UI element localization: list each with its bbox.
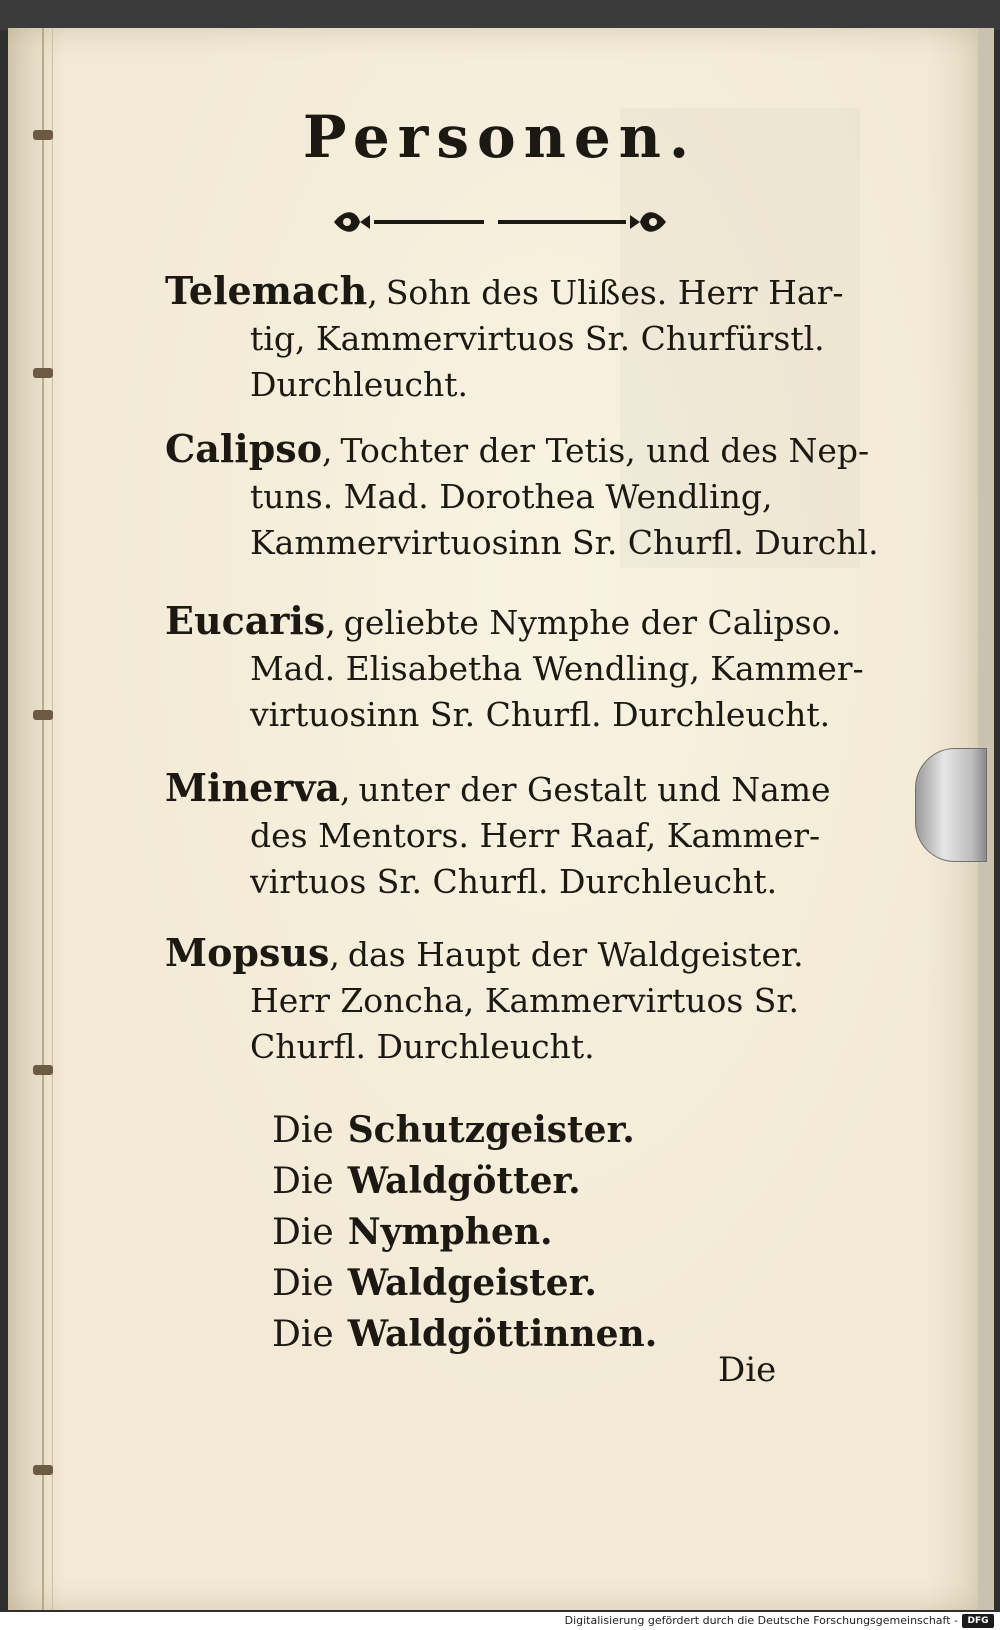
binding-stitch <box>33 368 53 378</box>
chorus-group: Schutzgeister. <box>347 1109 635 1151</box>
entry-line: tuns. Mad. Dorothea Wendling, <box>250 477 773 516</box>
catchword: Die <box>718 1350 777 1390</box>
chorus-article: Die <box>272 1212 334 1253</box>
character-name: Telemach <box>165 268 368 313</box>
entry-line: des Mentors. Herr Raaf, Kammer- <box>250 816 821 855</box>
chorus-item <box>272 1105 657 1156</box>
scanner-top-edge <box>0 0 1000 30</box>
chorus-group: Waldgeister. <box>347 1262 597 1304</box>
entry-line: Sohn des Ulißes. Herr Har- <box>385 273 844 312</box>
chorus-item <box>272 1309 657 1360</box>
entry-line: Tochter der Tetis, und des Nep- <box>340 431 870 470</box>
cast-entry-telemach: Telemach, Sohn des Ulißes. Herr Har- tig, Kammervirtuos Sr. Churfürstl. Durchleucht. <box>165 268 835 408</box>
entry-line: Kammervirtuosinn Sr. Churfl. Durchl. <box>250 523 879 562</box>
cast-entry-mopsus: Mopsus, das Haupt der Waldgeister. Herr Zoncha, Kammervirtuos Sr. Churfl. Durchleucht. <box>165 930 835 1070</box>
entry-line: Churfl. Durchleucht. <box>250 1027 595 1066</box>
entry-line: Mad. Elisabetha Wendling, Kammer- <box>250 649 864 688</box>
page-title: Personen. <box>302 103 698 171</box>
funding-credit: Digitalisierung gefördert durch die Deutsche Forschungsgemeinschaft - <box>564 1614 958 1627</box>
cast-entry-eucaris: Eucaris, geliebte Nymphe der Calipso. Mad. Elisabetha Wendling, Kammer- virtuosinn Sr. Churfl. Durchleucht. <box>165 598 835 738</box>
binding-stitch <box>33 1465 53 1475</box>
character-name: Calipso <box>165 426 323 471</box>
entry-line: virtuosinn Sr. Churfl. Durchleucht. <box>250 695 831 734</box>
character-name: Eucaris <box>165 598 326 643</box>
chorus-article: Die <box>272 1314 334 1355</box>
entry-line: tig, Kammervirtuos Sr. Churfürstl. <box>250 319 825 358</box>
ornamental-rule-icon <box>330 205 670 239</box>
chorus-list <box>272 1105 657 1360</box>
entry-line: unter der Gestalt und Name <box>358 770 831 809</box>
chorus-article: Die <box>272 1110 334 1151</box>
chorus-article: Die <box>272 1161 334 1202</box>
character-name: Minerva <box>165 765 341 810</box>
cast-entry-calipso: Calipso, Tochter der Tetis, und des Nep- tuns. Mad. Dorothea Wendling, Kammervirtuosinn Sr. Churfl. Durchl. <box>165 426 835 566</box>
page-clip <box>915 748 987 862</box>
dfg-logo-icon: DFG <box>962 1614 994 1628</box>
digitization-footer <box>0 1612 1000 1630</box>
entry-line: virtuos Sr. Churfl. Durchleucht. <box>250 862 778 901</box>
cast-entry-minerva: Minerva, unter der Gestalt und Name des Mentors. Herr Raaf, Kammer- virtuos Sr. Churfl. Durchleucht. <box>165 765 835 905</box>
character-name: Mopsus <box>165 930 330 975</box>
binding-gutter <box>42 28 44 1610</box>
binding-stitch <box>33 1065 53 1075</box>
chorus-group: Waldgötter. <box>347 1160 581 1202</box>
entry-line: Herr Zoncha, Kammervirtuos Sr. <box>250 981 800 1020</box>
entry-line: Durchleucht. <box>250 365 469 404</box>
chorus-group: Waldgöttinnen. <box>347 1313 658 1355</box>
binding-gutter-inner <box>52 28 53 1610</box>
entry-line: geliebte Nymphe der Calipso. <box>343 603 842 642</box>
chorus-item <box>272 1207 657 1258</box>
entry-line: das Haupt der Waldgeister. <box>347 935 804 974</box>
chorus-group: Nymphen. <box>347 1211 553 1253</box>
chorus-item <box>272 1156 657 1207</box>
binding-stitch <box>33 710 53 720</box>
chorus-article: Die <box>272 1263 334 1304</box>
chorus-item <box>272 1258 657 1309</box>
